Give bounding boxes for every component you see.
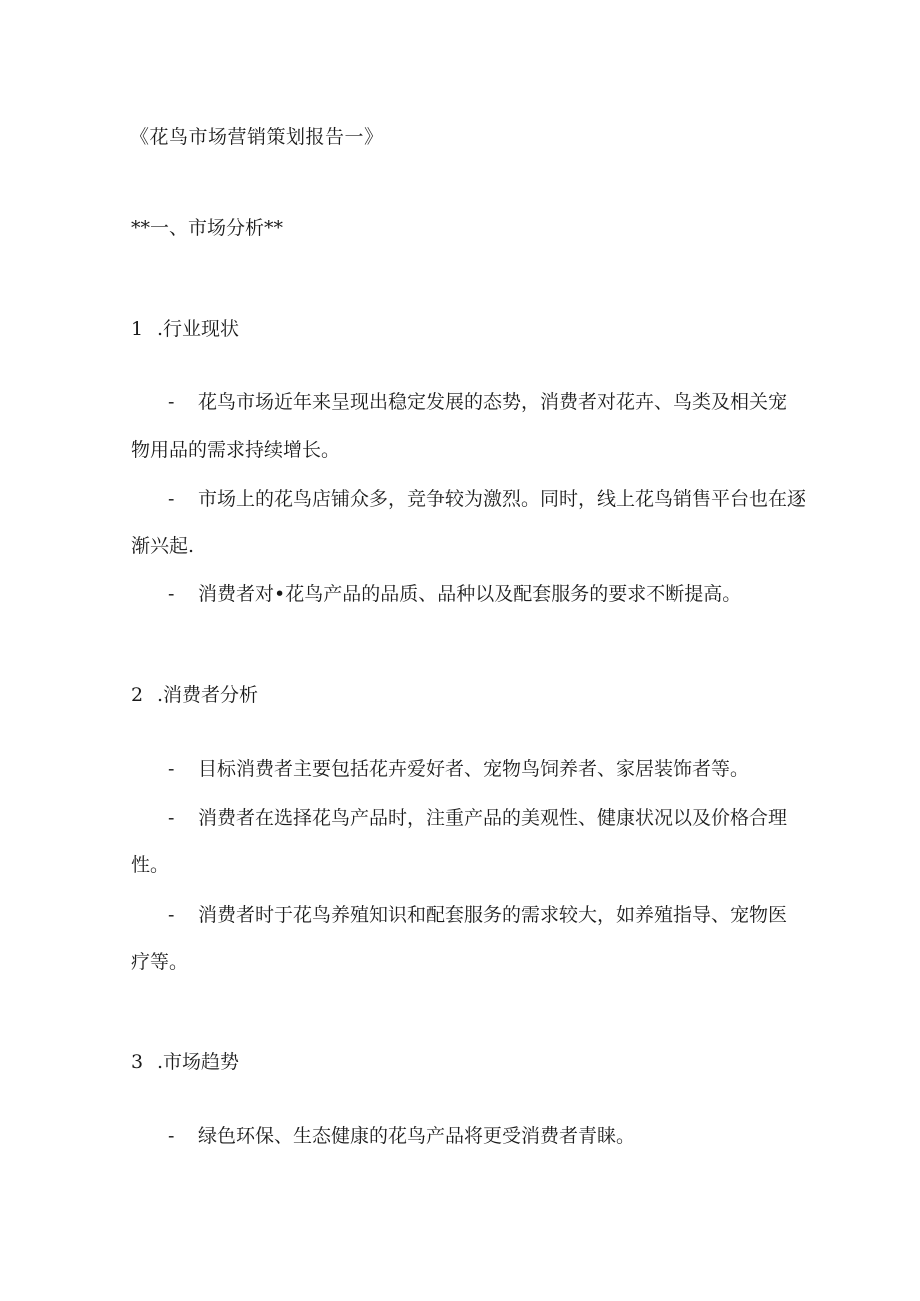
bullet-dash: - bbox=[168, 583, 175, 605]
bullet-item bbox=[168, 390, 787, 414]
section-heading-market-analysis: **一、市场分析** bbox=[131, 217, 284, 239]
bullet-text: 消费者对•花鸟产品的品质、品种以及配套服务的要求不断提高。 bbox=[198, 583, 742, 605]
document-title: 《花鸟市场营销策划报告一》 bbox=[130, 126, 384, 148]
subsection-number: 3 bbox=[131, 1051, 144, 1073]
bullet-item bbox=[168, 1124, 635, 1148]
bullet-dash: - bbox=[168, 391, 175, 413]
bullet-text: 绿色环保、生态健康的花鸟产品将更受消费者青睐。 bbox=[198, 1125, 636, 1147]
bullet-item bbox=[168, 903, 787, 927]
bullet-text: 目标消费者主要包括花卉爱好者、宠物鸟饲养者、家居装饰者等。 bbox=[198, 758, 750, 780]
bullet-dash: - bbox=[168, 1125, 175, 1147]
bullet-text: 消费者在选择花鸟产品时，注重产品的美观性、健康状况以及价格合理 bbox=[198, 807, 788, 829]
subsection-label: .消费者分析 bbox=[157, 684, 259, 706]
subsection-label: .行业现状 bbox=[157, 318, 240, 340]
bullet-continuation: 性。 bbox=[131, 854, 170, 876]
bullet-text: 花鸟市场近年来呈现出稳定发展的态势，消费者对花卉、鸟类及相关宠 bbox=[198, 391, 788, 413]
subsection-number: 2 bbox=[131, 684, 144, 706]
subsection-number: 1 bbox=[131, 318, 144, 340]
subsection-label: .市场趋势 bbox=[157, 1051, 240, 1073]
bullet-continuation: 渐兴起. bbox=[131, 535, 195, 557]
bullet-text: 市场上的花鸟店铺众多，竞争较为激烈。同时，线上花鸟销售平台也在逐 bbox=[198, 488, 807, 510]
subsection-heading-consumer-analysis bbox=[131, 683, 258, 707]
bullet-item bbox=[168, 582, 741, 606]
bullet-continuation: 物用品的需求持续增长。 bbox=[131, 439, 341, 461]
bullet-item bbox=[168, 487, 806, 511]
bullet-dash: - bbox=[168, 904, 175, 926]
bullet-item bbox=[168, 806, 787, 830]
bullet-item bbox=[168, 757, 749, 781]
subsection-heading-market-trends bbox=[131, 1050, 239, 1074]
bullet-dash: - bbox=[168, 758, 175, 780]
bullet-dash: - bbox=[168, 807, 175, 829]
bullet-text: 消费者时于花鸟养殖知识和配套服务的需求较大，如养殖指导、宠物医 bbox=[198, 904, 788, 926]
bullet-dash: - bbox=[168, 488, 175, 510]
subsection-heading-industry-status bbox=[131, 317, 239, 341]
bullet-continuation: 疗等。 bbox=[131, 951, 189, 973]
